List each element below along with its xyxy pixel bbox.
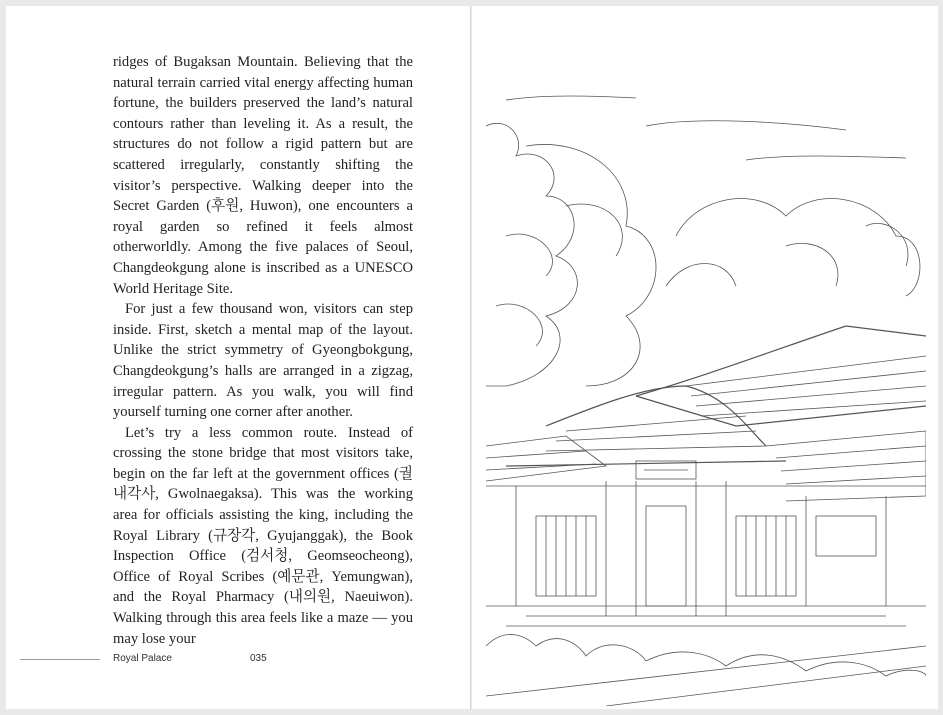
palace-sketch-icon — [486, 86, 926, 706]
footer-rule — [20, 659, 100, 660]
page-footer — [20, 653, 320, 667]
body-text — [113, 52, 413, 649]
running-title: Royal Palace — [113, 653, 172, 664]
paragraph-1: ridges of Bugaksan Mountain. Believing that the natural terrain carried vital energy affecting human fortune, the builders preserved the land’s natural contours rather than leveling it. As a result, the structures do not follow a rigid pattern but are scattered irregularly, constantly shifting the visitor’s perspective. Walking deeper into the Secret Garden (후원, Huwon), one encounters a royal garden so refined it feels almost otherworldly. Among the five palaces of Seoul, Changdeokgung alone is inscribed as a UNESCO World Heritage Site. — [113, 54, 413, 297]
right-page — [472, 6, 938, 709]
page-number: 035 — [250, 653, 267, 664]
paragraph-3: Let’s try a less common route. Instead of crossing the stone bridge that most visitors take, begin on the far left at the government offices (궐내각사, Gwolnaegaksa). This was the working area for officials assisting the king, including the Royal Library (규장각, Gyujanggak), the Book Inspection Office (검서청, Geomseocheong), Office of Royal Scribes (예문관, Yemungwan), and the Royal Pharmacy (내의원, Naeuiwon). Walking through this area feels like a maze — you may lose your — [113, 424, 413, 647]
left-page — [6, 6, 470, 709]
paragraph-2: For just a few thousand won, visitors can step inside. First, sketch a mental map of the layout. Unlike the strict symmetry of Gyeongbokgung, Changdeokgung’s halls are arranged in a zigzag, irregular pattern. As you walk, you will find yourself turning one corner after another. — [113, 301, 413, 421]
